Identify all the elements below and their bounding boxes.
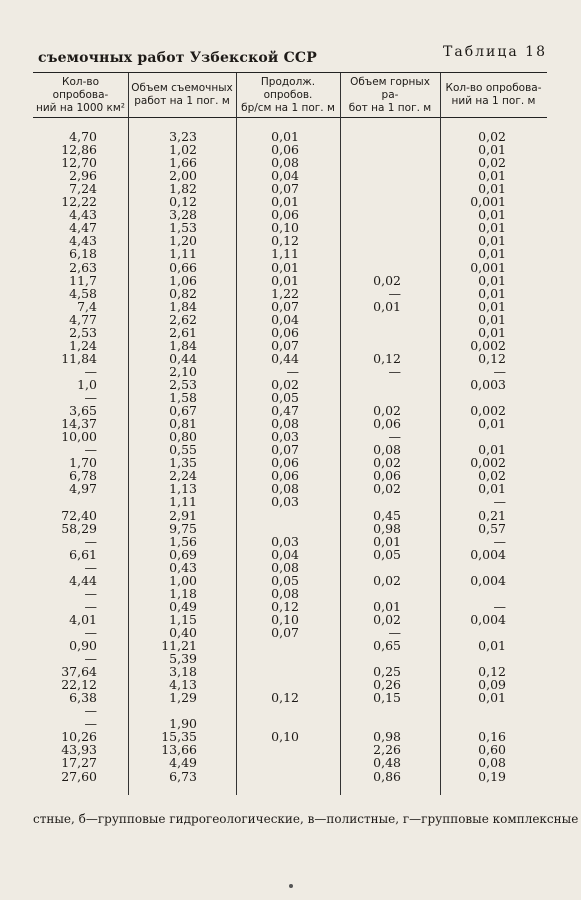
table-cell: 4,43	[69, 207, 97, 223]
table-cell: 2,53	[69, 324, 97, 340]
table-cell: —	[493, 363, 506, 379]
column-divider-2	[236, 73, 237, 795]
table-cell: 2,91	[169, 507, 197, 523]
table-cell: 3,65	[69, 403, 97, 419]
table-cell: 4,01	[69, 611, 97, 627]
table-cell: —	[84, 390, 97, 405]
table-cell: 0,80	[169, 429, 197, 445]
table-cell: 0,26	[373, 677, 401, 693]
table-cell: 1,13	[169, 481, 197, 497]
table-cell: 3,18	[169, 664, 197, 680]
table-cell: 0,44	[271, 350, 299, 366]
col-header-1	[33, 73, 128, 117]
column-headers	[33, 73, 547, 117]
table-cell: 0,01	[271, 272, 299, 288]
table-cell: 0,06	[373, 468, 401, 484]
table-cell: 0,06	[271, 468, 299, 484]
col-header-4-line2: бот на 1 пог. м	[348, 101, 432, 114]
table-cell: 0,82	[169, 285, 197, 301]
table-cell: 0,12	[478, 664, 506, 680]
table-cell: 12,70	[61, 155, 97, 171]
table-cell: 0,06	[271, 324, 299, 340]
header-left: съемочных работ Узбекской ССР	[38, 50, 317, 66]
table-cell: 0,45	[373, 507, 401, 523]
table-cell: 1,90	[169, 716, 197, 732]
table-cell: 0,12	[271, 233, 299, 249]
table-cell: 0,08	[271, 155, 299, 171]
table-cell: 1,82	[169, 181, 197, 197]
table-cell: —	[84, 651, 97, 666]
table-cell: 0,01	[478, 416, 506, 432]
table-cell: 3,28	[169, 207, 197, 223]
header-right: Таблица 18	[443, 44, 547, 60]
col-header-2	[128, 73, 236, 117]
table-cell: 0,001	[470, 194, 506, 210]
table-cell: 2,62	[169, 311, 197, 327]
table-cell: 0,01	[478, 142, 506, 158]
table-cell: 0,04	[271, 168, 299, 184]
table-cell: 0,06	[271, 207, 299, 223]
table-cell: 6,73	[169, 768, 197, 784]
table-cell: 1,56	[169, 533, 197, 549]
table-cell: 1,02	[169, 142, 197, 158]
table-cell: 0,05	[271, 390, 299, 405]
col-header-5	[440, 73, 547, 117]
table-cell: 27,60	[61, 768, 97, 784]
table-cell: 0,01	[478, 324, 506, 340]
table-cell: 0,12	[478, 350, 506, 366]
table-cell: 2,26	[373, 742, 401, 758]
table-cell: 0,44	[169, 350, 197, 366]
table-cell: 0,004	[470, 572, 506, 588]
table-cell: —	[84, 442, 97, 458]
table-cell: 0,47	[271, 403, 299, 419]
table-cell: 9,75	[169, 520, 197, 536]
table-cell: 6,38	[69, 690, 97, 706]
table-cell: 0,43	[169, 559, 197, 575]
table-cell: 4,58	[69, 285, 97, 301]
table-cell: 0,01	[478, 181, 506, 197]
table-cell: —	[493, 533, 506, 549]
table-cell: 17,27	[61, 755, 97, 771]
table-cell: 1,53	[169, 220, 197, 236]
table-cell: 10,00	[61, 429, 97, 445]
col-header-5-line1: Кол-во опробова-	[445, 82, 542, 94]
table-cell: 0,21	[478, 507, 506, 523]
table-cell: 14,37	[61, 416, 97, 432]
table-cell: 0,06	[271, 455, 299, 471]
table-cell: 0,98	[373, 729, 401, 745]
col-header-2-line2: работ на 1 пог. м	[134, 95, 230, 107]
table-cell: 0,01	[478, 168, 506, 184]
table-cell: —	[286, 363, 299, 379]
col-header-3-line2: бр/см на 1 пог. м	[241, 101, 335, 114]
table-cell: 4,47	[69, 220, 97, 236]
table-cell: 0,12	[169, 194, 197, 210]
table-cell: 0,06	[271, 142, 299, 158]
column-divider-4	[440, 73, 441, 795]
table-cell: 4,13	[169, 677, 197, 693]
table-cell: 1,15	[169, 611, 197, 627]
table-cell: 0,02	[271, 377, 299, 392]
table-cell: 0,65	[373, 638, 401, 653]
table-cell: 0,07	[271, 337, 299, 353]
table-cell: 4,49	[169, 755, 197, 771]
page-mark	[289, 884, 293, 888]
table-cell: 4,70	[69, 129, 97, 144]
table-cell: —	[388, 429, 401, 445]
table-cell: —	[84, 624, 97, 640]
table-cell: 4,44	[69, 572, 97, 588]
table-cell: 0,05	[271, 572, 299, 588]
table-cell: 1,11	[169, 494, 197, 510]
table-cell: 5,39	[169, 651, 197, 666]
table-cell: 0,10	[271, 611, 299, 627]
table-cell: 3,23	[169, 129, 197, 144]
table-cell: 1,18	[169, 585, 197, 601]
table-cell: —	[84, 559, 97, 575]
table-cell: 0,002	[470, 455, 506, 471]
table-cell: 0,49	[169, 598, 197, 614]
table-cell: —	[84, 585, 97, 601]
table-cell: 1,70	[69, 455, 97, 471]
table-cell: 0,01	[271, 194, 299, 210]
table-cell: 1,29	[169, 690, 197, 706]
table-cell: 13,66	[161, 742, 197, 758]
table-cell: 6,61	[69, 546, 97, 562]
table-cell: 0,04	[271, 311, 299, 327]
table-cell: 58,29	[61, 520, 97, 536]
table-cell: 0,01	[373, 298, 401, 314]
table-cell: —	[493, 494, 506, 510]
table-cell: 12,22	[61, 194, 97, 210]
table-cell: 0,09	[478, 677, 506, 693]
table-cell: 0,25	[373, 664, 401, 680]
header-rule	[33, 117, 547, 118]
table-cell: 0,07	[271, 442, 299, 458]
table-cell: 0,03	[271, 494, 299, 510]
table-cell: 4,77	[69, 311, 97, 327]
table-cell: 0,40	[169, 624, 197, 640]
table-cell: 0,69	[169, 546, 197, 562]
table-cell: 0,16	[478, 729, 506, 745]
table-cell: 2,10	[169, 363, 197, 379]
table-cell: 0,66	[169, 259, 197, 275]
table-cell: 0,07	[271, 181, 299, 197]
table-cell: —	[493, 598, 506, 614]
table-cell: 0,06	[373, 416, 401, 432]
table-cell: —	[388, 285, 401, 301]
table-cell: 11,84	[61, 350, 97, 366]
table-cell: 7,4	[77, 298, 97, 314]
footer-text: стные, б—групповые гидрогеологические, в—полистные, г—групповые комплексные	[33, 812, 579, 826]
table-cell: 6,18	[69, 246, 97, 262]
table-cell: 0,08	[271, 585, 299, 601]
table-cell: 1,58	[169, 390, 197, 405]
table-cell: 1,84	[169, 337, 197, 353]
table-cell: 0,81	[169, 416, 197, 432]
table-cell: 1,35	[169, 455, 197, 471]
table-cell: 0,02	[478, 468, 506, 484]
table-cell: 0,02	[373, 272, 401, 288]
table-cell: 0,90	[69, 638, 97, 653]
table-cell: 0,02	[373, 403, 401, 419]
col-header-3-line1: Продолж. опробов.	[260, 75, 316, 101]
table-cell: 2,00	[169, 168, 197, 184]
table-cell: 0,08	[271, 416, 299, 432]
col-header-1-line1: Кол-во опробова-	[52, 75, 109, 101]
table-cell: 0,01	[271, 129, 299, 144]
table-cell: —	[388, 363, 401, 379]
table-cell: 0,08	[271, 559, 299, 575]
table-cell: 0,60	[478, 742, 506, 758]
table-cell: 0,08	[478, 755, 506, 771]
table-cell: 7,24	[69, 181, 97, 197]
table-cell: 0,004	[470, 546, 506, 562]
table-cell: 0,55	[169, 442, 197, 458]
table-cell: 10,26	[61, 729, 97, 745]
table-cell: 37,64	[61, 664, 97, 680]
table-cell: 0,57	[478, 520, 506, 536]
table-cell: —	[388, 624, 401, 640]
col-header-1-line2: ний на 1000 км²	[35, 101, 126, 114]
table-cell: 4,97	[69, 481, 97, 497]
table-cell: 11,7	[69, 272, 97, 288]
table-cell: —	[84, 598, 97, 614]
table-cell: 1,0	[77, 377, 97, 392]
table-cell: 0,02	[478, 155, 506, 171]
table-cell: —	[84, 716, 97, 732]
table-cell: 0,04	[271, 546, 299, 562]
table-cell: 6,78	[69, 468, 97, 484]
table-cell: 0,01	[478, 233, 506, 249]
table-cell: 1,84	[169, 298, 197, 314]
table-cell: 0,01	[478, 311, 506, 327]
table-cell: —	[84, 703, 97, 719]
col-header-5-line2: ний на 1 пог. м	[451, 95, 536, 107]
table-cell: 0,01	[478, 638, 506, 653]
table-cell: 0,01	[373, 533, 401, 549]
table-cell: 0,01	[478, 298, 506, 314]
table-cell: 4,43	[69, 233, 97, 249]
table-cell: 1,66	[169, 155, 197, 171]
table-cell: 1,20	[169, 233, 197, 249]
table-cell: 0,86	[373, 768, 401, 784]
table-cell: 0,02	[373, 572, 401, 588]
table-cell: 0,01	[478, 285, 506, 301]
table-cell: 0,002	[470, 337, 506, 353]
table-cell: 0,01	[478, 442, 506, 458]
col-header-4	[340, 73, 440, 117]
table-cell: 2,24	[169, 468, 197, 484]
table-cell: 0,02	[373, 455, 401, 471]
table-cell: 0,01	[478, 246, 506, 262]
table-cell: 15,35	[161, 729, 197, 745]
table-cell: 0,01	[271, 259, 299, 275]
table-cell: 0,004	[470, 611, 506, 627]
table-cell: 0,10	[271, 729, 299, 745]
table-cell: 0,01	[373, 598, 401, 614]
table-cell: —	[84, 533, 97, 549]
table-cell: 0,07	[271, 624, 299, 640]
table-cell: 1,06	[169, 272, 197, 288]
table-cell: 11,21	[161, 638, 197, 653]
col-header-3	[236, 73, 340, 117]
table-cell: 1,00	[169, 572, 197, 588]
table-cell: 0,67	[169, 403, 197, 419]
table-cell: 0,10	[271, 220, 299, 236]
table-cell: 0,01	[478, 272, 506, 288]
table-cell: 0,19	[478, 768, 506, 784]
table-cell: 0,15	[373, 690, 401, 706]
table-cell: 1,11	[169, 246, 197, 262]
table-cell: 0,98	[373, 520, 401, 536]
table-cell: 2,61	[169, 324, 197, 340]
table-cell: 0,01	[478, 481, 506, 497]
table-cell: 0,002	[470, 403, 506, 419]
table-cell: 0,003	[470, 377, 506, 392]
col-header-4-line1: Объем горных ра-	[350, 75, 430, 101]
table-cell: 72,40	[61, 507, 97, 523]
table-cell: 1,24	[69, 337, 97, 353]
table-cell: 1,11	[271, 246, 299, 262]
table-cell: 0,08	[271, 481, 299, 497]
table-cell: 0,12	[271, 690, 299, 706]
table-cell: 0,03	[271, 533, 299, 549]
table-cell: 0,48	[373, 755, 401, 771]
table-cell: 0,02	[373, 481, 401, 497]
table-cell: 0,03	[271, 429, 299, 445]
table-cell: 2,96	[69, 168, 97, 184]
table-cell: 0,05	[373, 546, 401, 562]
table-cell: 0,02	[373, 611, 401, 627]
table-cell: 2,63	[69, 259, 97, 275]
table-cell: 43,93	[61, 742, 97, 758]
table-cell: 0,01	[478, 220, 506, 236]
table-cell: 0,07	[271, 298, 299, 314]
table-cell: 0,01	[478, 690, 506, 706]
table-cell: 12,86	[61, 142, 97, 158]
table-cell: 0,12	[271, 598, 299, 614]
table-cell: 0,12	[373, 350, 401, 366]
column-divider-3	[340, 73, 341, 795]
table-cell: —	[84, 363, 97, 379]
column-divider-1	[128, 73, 129, 795]
col-header-2-line1: Объем съемочных	[131, 82, 233, 94]
table-cell: 0,01	[478, 207, 506, 223]
table-cell: 1,22	[271, 285, 299, 301]
table-cell: 0,001	[470, 259, 506, 275]
table-cell: 0,08	[373, 442, 401, 458]
table-cell: 2,53	[169, 377, 197, 392]
table-cell: 22,12	[61, 677, 97, 693]
table-cell: 0,02	[478, 129, 506, 144]
